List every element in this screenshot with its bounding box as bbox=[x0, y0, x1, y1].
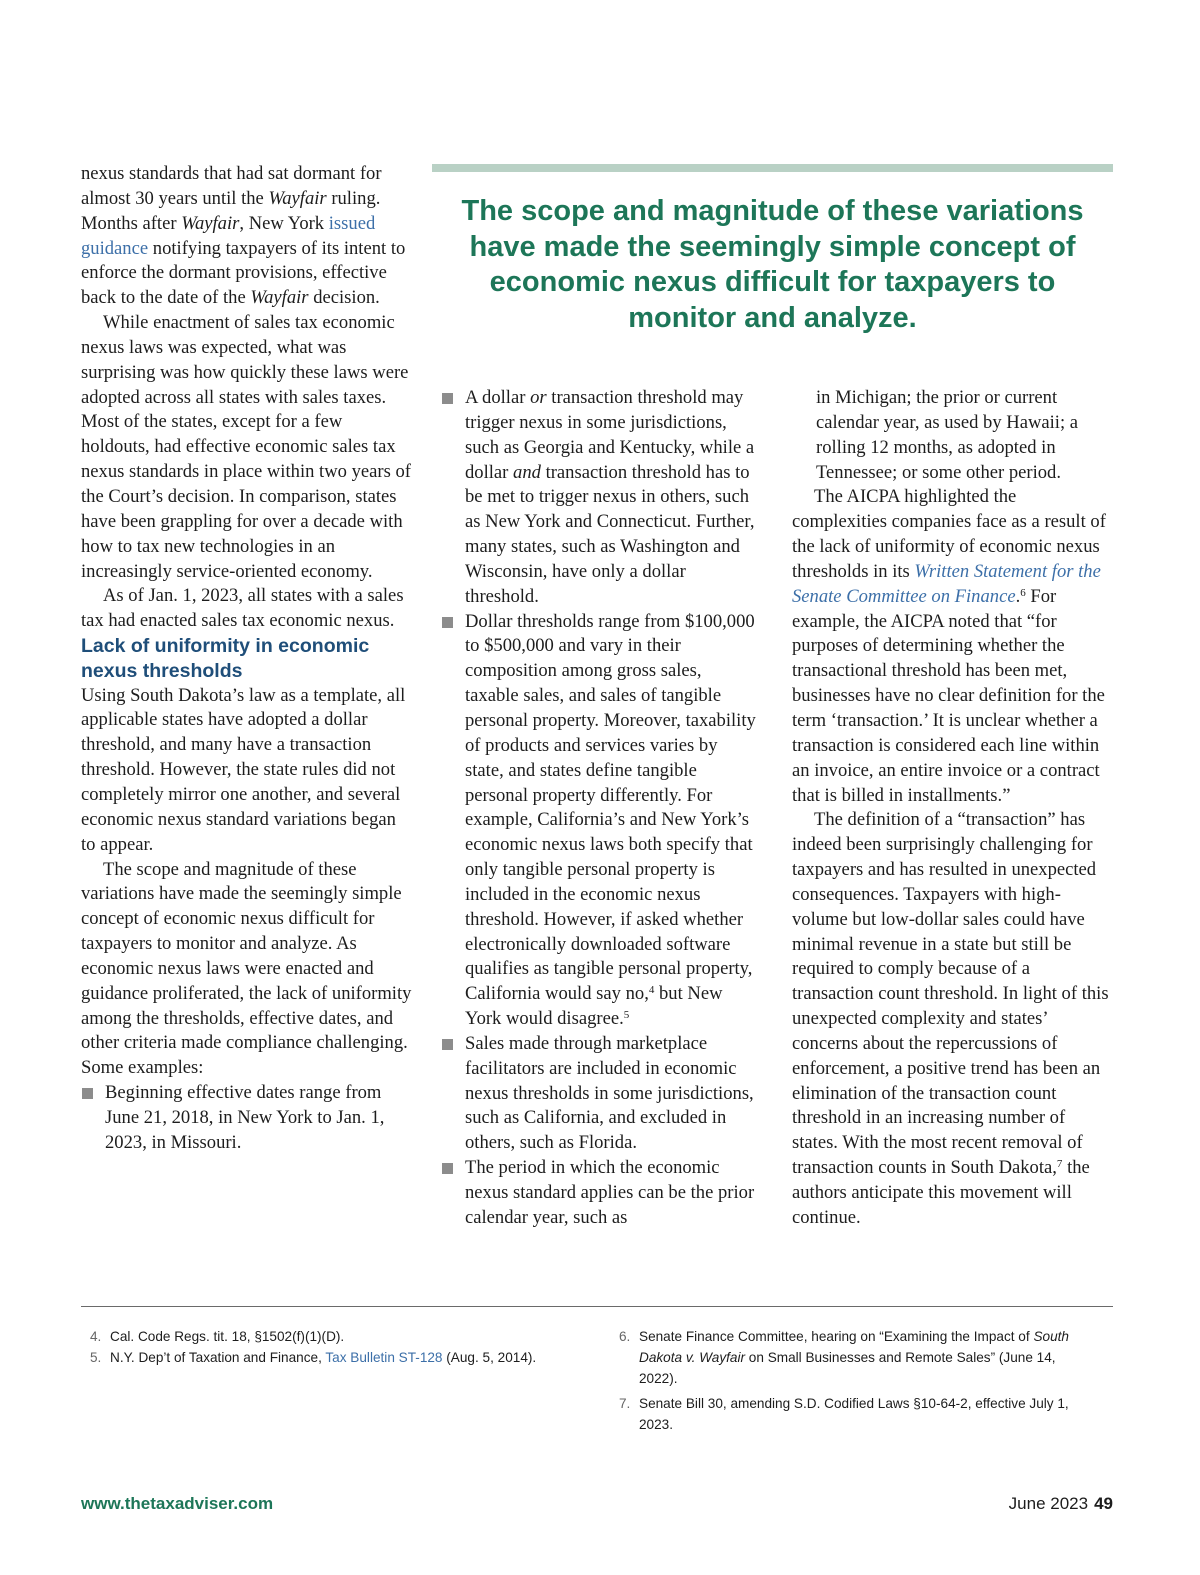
tax-bulletin-link[interactable]: Tax Bulletin ST-128 bbox=[325, 1350, 443, 1365]
italic-case-name: Wayfair bbox=[250, 287, 309, 309]
square-bullet-icon bbox=[442, 1039, 453, 1050]
bullet-item bbox=[441, 1156, 759, 1231]
square-bullet-icon bbox=[82, 1088, 93, 1099]
bullet-text: The period in which the economic nexus standard applies can be the prior calendar year, such as bbox=[465, 1157, 755, 1228]
pull-quote: The scope and magnitude of these variations have made the seemingly simple concept of economic nexus difficult for taxpayers to monitor and analyze. bbox=[461, 195, 1084, 334]
footnote-ref-6[interactable]: 6 bbox=[1020, 586, 1026, 599]
paragraph: Using South Dakota’s law as a template, all applicable states have adopted a dollar threshold, and many have a transaction threshold. However, the state rules did not completely mirror one another, and several economic nexus standard variations began to appear. bbox=[81, 684, 406, 855]
footnote-number: 4. bbox=[90, 1329, 102, 1344]
italic-case-name: South Dakota v. Wayfair bbox=[639, 1329, 1069, 1365]
text: decision. bbox=[308, 287, 380, 309]
text: For example, the AICPA noted that “for purposes of determining whether the transactional threshold has been met, businesses have no clear definition for the term ‘transaction.’ It is unclear whether a transaction is considered each line within an invoice, an entire invoice or a contract that is billed in installments.” bbox=[792, 585, 1105, 806]
square-bullet-icon bbox=[442, 393, 453, 404]
text: nexus standards that had sat dormant for almost 30 years until the bbox=[81, 163, 382, 209]
footnote-text: on Small Businesses and Remote Sales” (June 14, 2022). bbox=[639, 1350, 1056, 1386]
footnote-ref-7[interactable]: 7 bbox=[1056, 1158, 1063, 1171]
text: The AICPA highlighted the complexities companies face as a result of the lack of uniformity of economic nexus thresholds in its bbox=[792, 486, 1106, 582]
pull-quote-rule bbox=[432, 164, 1113, 172]
italic-text: or bbox=[530, 387, 547, 408]
text: transaction threshold has to be met to trigger nexus in others, such as New York and Connecticut. Further, many states, such as Washington and Wisconsin, have only a dollar threshold. bbox=[465, 461, 755, 607]
footnote-text: Senate Bill 30, amending S.D. Codified Laws §10-64-2, effective July 1, 2023. bbox=[639, 1396, 1069, 1432]
column-1 bbox=[81, 162, 413, 1156]
footnote-number: 5. bbox=[90, 1350, 102, 1365]
footnote-ref-4[interactable]: 4 bbox=[648, 984, 655, 997]
bullet-item bbox=[441, 610, 759, 1032]
italic-case-name: Wayfair bbox=[181, 212, 240, 234]
text: notifying taxpayers of its intent to enforce the dormant provisions, effective back to the date of the bbox=[81, 237, 406, 309]
bullet-item bbox=[441, 1032, 759, 1156]
issued-guidance-link[interactable]: issued guidance bbox=[81, 212, 376, 259]
italic-text: and bbox=[513, 461, 541, 483]
issue-date bbox=[1009, 1494, 1113, 1514]
text: transaction threshold may trigger nexus in some jurisdictions, such as Georgia and Kentucky, while a dollar bbox=[465, 387, 755, 483]
footnote-5 bbox=[90, 1347, 590, 1368]
bullet-item bbox=[441, 386, 759, 610]
page-number: 49 bbox=[1094, 1494, 1113, 1513]
section-heading: Lack of uniformity in economic nexus thresholds bbox=[81, 635, 370, 682]
paragraph: As of Jan. 1, 2023, all states with a sales tax had enacted sales tax economic nexus. bbox=[81, 585, 404, 632]
paragraph: The AICPA highlighted the complexities companies face as a result of the lack of uniformity of economic nexus thresholds in its Written Statement for the Senate Committee on Finance.$^6$ For example, the AICPA noted that “for purposes of determining whether the transactional threshold has been met, businesses have no clear definition for the term ‘transaction.’ It is unclear whether a transaction is considered each line within an invoice, an entire invoice or a contract that is billed in installments.” bbox=[792, 486, 1106, 806]
paragraph bbox=[81, 162, 413, 311]
paragraph bbox=[792, 808, 1114, 1230]
bullet-text: Sales made through marketplace facilitators are included in economic nexus thresholds in some jurisdictions, such as California, and excluded in others, such as Florida. bbox=[465, 1032, 754, 1154]
text: , New York bbox=[239, 212, 329, 234]
text: A dollar bbox=[465, 387, 531, 408]
footnote-4 bbox=[90, 1326, 590, 1347]
text: the authors anticipate this movement will continue. bbox=[792, 1157, 1090, 1228]
paragraph: While enactment of sales tax economic nexus laws was expected, what was surprising was how quickly these laws were adopted across all states with sales taxes. Most of the states, except for a few holdouts, had effective economic sales tax nexus standards in place within two years of the Court’s decision. In comparison, states have been grappling for over a decade with how to tax new technologies in an increasingly service-oriented economy. bbox=[81, 312, 411, 582]
written-statement-link[interactable]: Written Statement for the Senate Committee on Finance bbox=[792, 560, 1101, 607]
column-2 bbox=[441, 386, 759, 1231]
footnote-text: (Aug. 5, 2014). bbox=[442, 1350, 537, 1365]
site-url-link[interactable]: www.thetaxadviser.com bbox=[81, 1494, 274, 1513]
footnote-6 bbox=[619, 1326, 1089, 1389]
footnote-text: Senate Finance Committee, hearing on “Examining the Impact of bbox=[639, 1329, 1034, 1344]
footnote-divider bbox=[81, 1306, 1113, 1307]
footnote-text: N.Y. Dep’t of Taxation and Finance, bbox=[110, 1350, 326, 1365]
bullet-text: Beginning effective dates range from June 21, 2018, in New York to Jan. 1, 2023, in Missouri. bbox=[105, 1082, 385, 1153]
italic-case-name: Wayfair bbox=[268, 187, 327, 209]
issue-date-text: June 2023 bbox=[1008, 1494, 1089, 1513]
footnote-ref-5[interactable]: 5 bbox=[623, 1009, 630, 1022]
square-bullet-icon bbox=[442, 617, 453, 628]
text: The definition of a “transaction” has indeed been surprisingly challenging for taxpayers and has resulted in unexpected consequences. Taxpayers with high-volume but low-dollar sales could have minimal revenue in a state but still be required to comply because of a transaction count threshold. In light of this unexpected complexity and states’ concerns about the repercussions of enforcement, a positive trend has been an elimination of the transaction count threshold in an increasing number of states. With the most recent removal of transaction counts in South Dakota, bbox=[792, 809, 1109, 1179]
bullet-item bbox=[81, 1081, 413, 1156]
footnote-7 bbox=[619, 1393, 1089, 1435]
paragraph: The scope and magnitude of these variations have made the seemingly simple concept of economic nexus difficult for taxpayers to monitor and analyze. As economic nexus laws were enacted and guidance proliferated, the lack of uniformity among the thresholds, effective dates, and other criteria made compliance challenging. Some examples: bbox=[81, 858, 412, 1079]
bullet-list bbox=[441, 386, 759, 1231]
column-3 bbox=[792, 386, 1114, 1231]
text: Dollar thresholds range from $100,000 to $500,000 and vary in their composition among gross sales, taxable sales, and sales of tangible personal property. Moreover, taxability of products and services varies by state, and states define tangible personal property differently. For example, California’s and New York’s economic nexus laws both specify that only tangible personal property is included in the economic nexus threshold. However, if asked whether electronically downloaded software qualifies as tangible personal property, California would say no, bbox=[465, 610, 756, 1005]
bullet-list bbox=[81, 1081, 413, 1156]
square-bullet-icon bbox=[442, 1163, 453, 1174]
bullet-continuation: in Michigan; the prior or current calendar year, as used by Hawaii; a rolling 12 months, as adopted in Tennessee; or some other period. bbox=[816, 387, 1079, 483]
footnote-number: 7. bbox=[619, 1396, 631, 1411]
footnote-text: Cal. Code Regs. tit. 18, §1502(f)(1)(D). bbox=[110, 1329, 345, 1344]
footnote-number: 6. bbox=[619, 1329, 631, 1344]
text: ruling. Months after bbox=[81, 187, 381, 234]
footnotes-right bbox=[619, 1326, 1089, 1435]
text: but New York would disagree. bbox=[465, 983, 723, 1030]
footnotes-left bbox=[90, 1326, 590, 1368]
